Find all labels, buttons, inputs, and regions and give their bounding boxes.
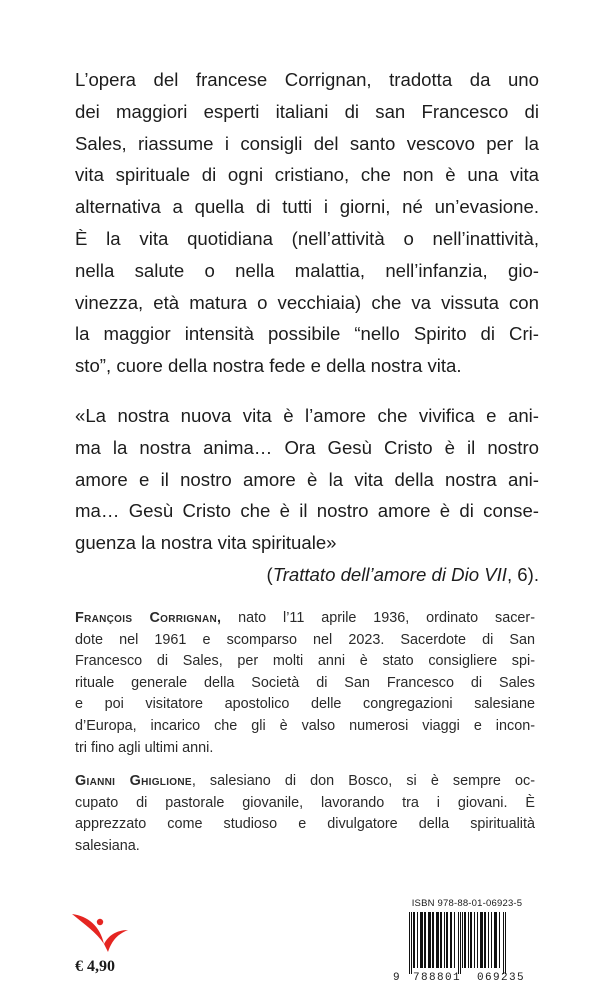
barcode-digits-left: 788801 xyxy=(413,972,462,984)
bio-line: e poi visitatore apostolico delle congregazioni salesiane xyxy=(75,696,535,713)
blurb-line: alternativa a quella di tutti i giorni, né un’evasione. xyxy=(75,196,539,218)
barcode-bar xyxy=(503,912,504,974)
bio-text: , salesiano di don Bosco, si è sempre oc- xyxy=(191,773,535,790)
publisher-logo-icon xyxy=(70,908,130,958)
barcode-digit-first: 9 xyxy=(393,972,400,984)
barcode-bar xyxy=(484,912,486,968)
barcode-bar xyxy=(424,912,426,968)
bio-line: rituale generale della Società di San Francesco di Sales xyxy=(75,674,535,691)
barcode-bar xyxy=(420,912,423,968)
blurb-line: L’opera del francese Corrignan, tradotta da uno xyxy=(75,69,539,90)
barcode-bar xyxy=(491,912,492,968)
bio-line: dote nel 1961 e scomparso nel 2023. Sacerdote di San xyxy=(75,631,535,648)
barcode-bar xyxy=(494,912,497,968)
back-cover-blurb xyxy=(75,64,539,591)
quote-line: guenza la nostra vita spirituale» xyxy=(75,532,337,554)
bio-line: Francesco di Sales, per molti anni è stato consigliere spi- xyxy=(75,653,535,670)
author-bios xyxy=(75,608,535,858)
barcode-bar xyxy=(488,912,489,968)
barcode-bar xyxy=(450,912,452,968)
barcode-digits-right: 069235 xyxy=(477,972,526,984)
blurb-line: nella salute o nella malattia, nell’infanzia, gio- xyxy=(75,259,539,281)
barcode-bar xyxy=(444,912,445,968)
barcode-bar xyxy=(477,912,478,968)
isbn-barcode xyxy=(393,898,539,990)
barcode-bar xyxy=(464,912,466,968)
bio-line: salesiana. xyxy=(75,837,140,854)
citation-title: Trattato dell’amore di Dio VII xyxy=(272,563,507,585)
translator-name: Gianni Ghiglione xyxy=(75,773,192,790)
blurb-line: dei maggiori esperti italiani di san Francesco di xyxy=(75,100,539,122)
price-label: € 4,90 xyxy=(75,958,115,975)
barcode-bar xyxy=(409,912,410,974)
bio-line: cupato di pastorale giovanile, lavorando tra i giovani. È xyxy=(75,794,535,811)
bio-line xyxy=(75,771,535,793)
barcode-bar xyxy=(454,912,455,968)
bio-line: tri fino agli ultimi anni. xyxy=(75,739,214,756)
quote-line: «La nostra nuova vita è l’amore che vivifica e ani- xyxy=(75,404,539,426)
barcode-bar xyxy=(440,912,442,968)
barcode-bar xyxy=(499,912,500,968)
blurb-line: vinezza, età matura o vecchiaia) che va vissuta con xyxy=(75,291,539,313)
barcode-bar xyxy=(460,912,461,974)
barcode-bar xyxy=(432,912,434,968)
barcode-bar xyxy=(428,912,431,968)
barcode-bar xyxy=(436,912,439,968)
quote-line: ma… Gesù Cristo che è il nostro amore è di conse- xyxy=(75,500,539,522)
quote-citation xyxy=(75,559,539,591)
blurb-line: sto”, cuore della nostra fede e della nostra vita. xyxy=(75,355,462,377)
barcode-bar xyxy=(470,912,472,968)
blurb-line: Sales, riassume i consigli del santo vescovo per la xyxy=(75,132,539,154)
bio-line xyxy=(75,608,535,630)
blurb-line: la maggior intensità possibile “nello Spirito di Cri- xyxy=(75,323,539,345)
blurb-line: vita spirituale di ogni cristiano, che non è una vita xyxy=(75,164,539,186)
citation-open: ( xyxy=(266,563,273,585)
barcode-bar xyxy=(462,912,463,968)
isbn-label: ISBN 978-88-01-06923-5 xyxy=(411,898,523,909)
citation-rest: , 6). xyxy=(506,563,539,585)
barcode-bar xyxy=(474,912,475,968)
barcode-bar xyxy=(411,912,412,974)
author-name: François Corrignan, xyxy=(75,610,222,626)
barcode-bar xyxy=(413,912,415,968)
barcode-bar xyxy=(417,912,418,968)
author-bio xyxy=(75,608,535,759)
bio-text: nato l’11 aprile 1936, ordinato sacer- xyxy=(221,610,536,626)
bio-line: d’Europa, incarico che gli è valso numerosi viaggi e incon- xyxy=(75,717,535,734)
blurb-line: È la vita quotidiana (nell’attività o nell’inattività, xyxy=(75,227,539,249)
barcode-bars xyxy=(397,912,537,974)
bio-line: apprezzato come studioso e divulgatore della spiritualità xyxy=(75,816,535,833)
barcode-bar xyxy=(480,912,483,968)
barcode-bar xyxy=(468,912,469,968)
translator-bio xyxy=(75,771,535,857)
quote-line: amore e il nostro amore è la vita della nostra ani- xyxy=(75,468,539,490)
blurb-quote xyxy=(75,400,539,591)
barcode-bar xyxy=(505,912,506,974)
barcode-bar xyxy=(458,912,459,974)
blurb-paragraph xyxy=(75,64,539,382)
quote-line: ma la nostra anima… Ora Gesù Cristo è il nostro xyxy=(75,436,539,458)
barcode-bar xyxy=(446,912,448,968)
